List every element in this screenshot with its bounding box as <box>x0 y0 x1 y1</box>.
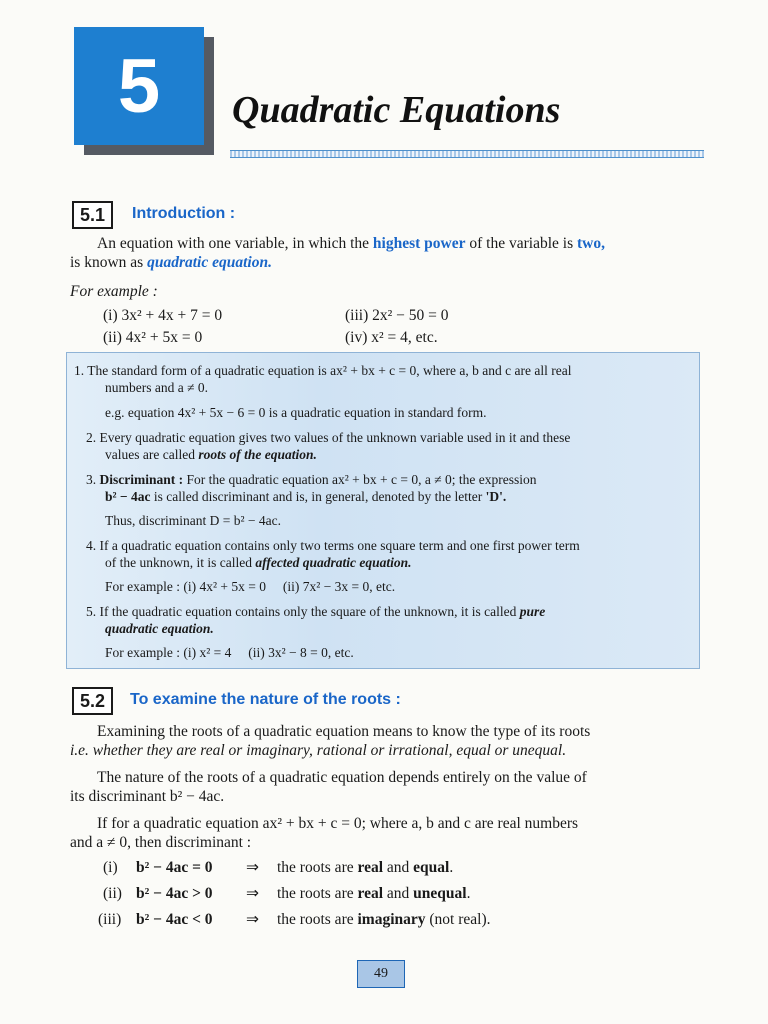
point-4-line-1: 4. If a quadratic equation contains only two terms one square term and one first power term <box>86 538 580 553</box>
point-2-line-2: values are called roots of the equation. <box>105 447 317 462</box>
example-ii: (ii) 4x² + 5x = 0 <box>103 329 203 346</box>
nature-p2-line-1: The nature of the roots of a quadratic equation depends entirely on the value of <box>97 769 587 786</box>
intro-line-2: is known as quadratic equation. <box>70 254 272 271</box>
case-i-condition: b² − 4ac = 0 <box>136 859 213 876</box>
point-3-line-1: 3. Discriminant : For the quadratic equation ax² + bx + c = 0, a ≠ 0; the expression <box>86 472 537 487</box>
for-example-label: For example : <box>70 283 158 300</box>
point-1-line-2: numbers and a ≠ 0. <box>105 380 209 395</box>
case-iii-result: the roots are imaginary (not real). <box>277 911 491 928</box>
point-3-line-2: b² − 4ac is called discriminant and is, in general, denoted by the letter 'D'. <box>105 489 507 504</box>
chapter-number: 5 <box>117 43 161 129</box>
case-i-result: the roots are real and equal. <box>277 859 454 876</box>
title-rule <box>230 150 704 158</box>
implies-arrow: ⇒ <box>246 911 259 928</box>
point-1-line-1: 1. The standard form of a quadratic equation is ax² + bx + c = 0, where a, b and c are all real <box>74 363 572 378</box>
nature-p1-line-1: Examining the roots of a quadratic equation means to know the type of its roots <box>97 723 591 740</box>
point-4-line-2: of the unknown, it is called affected quadratic equation. <box>105 555 412 570</box>
section-number-5-2: 5.2 <box>72 687 113 715</box>
point-3-formula: Thus, discriminant D = b² − 4ac. <box>105 513 281 528</box>
nature-p1-line-2: i.e. whether they are real or imaginary, rational or irrational, equal or unequal. <box>70 742 567 759</box>
point-5-line-2: quadratic equation. <box>105 621 214 636</box>
case-iii-condition: b² − 4ac < 0 <box>136 911 213 928</box>
nature-p3-line-1: If for a quadratic equation ax² + bx + c = 0; where a, b and c are real numbers <box>97 815 579 832</box>
section-title-nature-of-roots: To examine the nature of the roots : <box>130 691 401 708</box>
case-ii-condition: b² − 4ac > 0 <box>136 885 213 902</box>
example-iii: (iii) 2x² − 50 = 0 <box>345 307 449 324</box>
case-iii-number: (iii) <box>98 911 122 928</box>
case-ii-result: the roots are real and unequal. <box>277 885 471 902</box>
case-i-number: (i) <box>103 859 118 876</box>
section-title-introduction: Introduction : <box>132 205 236 222</box>
nature-p3-line-2: and a ≠ 0, then discriminant : <box>70 834 252 851</box>
point-4-example: For example : (i) 4x² + 5x = 0 (ii) 7x² − 3x = 0, etc. <box>105 579 396 594</box>
case-ii-number: (ii) <box>103 885 122 902</box>
chapter-title: Quadratic Equations <box>232 89 561 131</box>
nature-p2-line-2: its discriminant b² − 4ac. <box>70 788 225 805</box>
section-number-5-1: 5.1 <box>72 201 113 229</box>
point-5-line-1: 5. If the quadratic equation contains only the square of the unknown, it is called pure <box>86 604 546 619</box>
page-number: 49 <box>357 960 405 988</box>
intro-line-1: An equation with one variable, in which the highest power of the variable is two, <box>97 235 605 252</box>
implies-arrow: ⇒ <box>246 885 259 902</box>
example-iv: (iv) x² = 4, etc. <box>345 329 438 346</box>
implies-arrow: ⇒ <box>246 859 259 876</box>
point-5-example: For example : (i) x² = 4 (ii) 3x² − 8 = 0, etc. <box>105 645 354 660</box>
point-2-line-1: 2. Every quadratic equation gives two values of the unknown variable used in it and these <box>86 430 571 445</box>
point-1-example: e.g. equation 4x² + 5x − 6 = 0 is a quadratic equation in standard form. <box>105 405 487 420</box>
example-i: (i) 3x² + 4x + 7 = 0 <box>103 307 223 324</box>
